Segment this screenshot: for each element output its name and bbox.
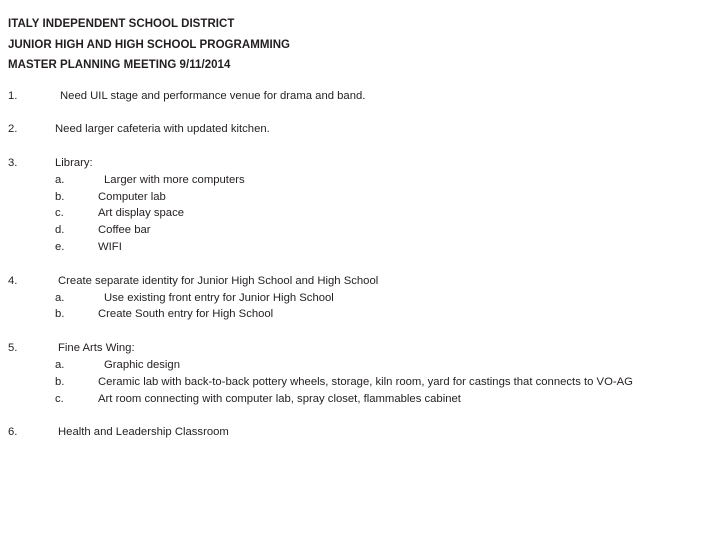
- sub-list-item: [8, 239, 710, 256]
- sub-list-item: [8, 222, 710, 239]
- sub-list-item: [8, 374, 710, 391]
- list-item: [8, 88, 710, 105]
- sub-list-item-text: Computer lab: [98, 190, 166, 203]
- list-item-text: Need larger cafeteria with updated kitchen.: [55, 123, 270, 136]
- header-line-district: ITALY INDEPENDENT SCHOOL DISTRICT: [8, 18, 235, 30]
- list-item: [8, 340, 710, 407]
- sub-list-item-text: WIFI: [98, 241, 122, 254]
- sub-list-item-marker: a.: [55, 359, 65, 372]
- sub-list-item-text: Ceramic lab with back-to-back pottery wheels, storage, kiln room, yard for castings that connects to VO-AG: [98, 375, 633, 388]
- list-item-marker: 3.: [8, 157, 18, 170]
- sub-list-item-text: Create South entry for High School: [98, 308, 274, 321]
- list-item-text: Need UIL stage and performance venue for drama and band.: [60, 89, 366, 102]
- list-item: [8, 273, 710, 323]
- sub-list-item-marker: e.: [55, 241, 65, 254]
- document-header: [8, 14, 710, 76]
- list-item-marker: 4.: [8, 274, 18, 287]
- list-item-row: [8, 121, 710, 138]
- sub-list-item: [8, 357, 710, 374]
- sub-list-item-marker: d.: [55, 224, 65, 237]
- sub-list-item: [8, 306, 710, 323]
- sub-list-item-marker: b.: [55, 308, 65, 321]
- list-item-text: Create separate identity for Junior High School and High School: [58, 274, 379, 287]
- list-item-text: Library:: [55, 157, 93, 170]
- sub-list-item: [8, 290, 710, 307]
- header-line-meeting: MASTER PLANNING MEETING 9/11/2014: [8, 59, 231, 71]
- list-item: [8, 121, 710, 138]
- list-item-text: Fine Arts Wing:: [58, 342, 135, 355]
- list-item-marker: 5.: [8, 342, 18, 355]
- sub-list-item: [8, 189, 710, 206]
- sub-list-item-text: Graphic design: [104, 359, 180, 372]
- list-item-marker: 2.: [8, 123, 18, 136]
- list-item-row: [8, 424, 710, 441]
- header-line-programming: JUNIOR HIGH AND HIGH SCHOOL PROGRAMMING: [8, 38, 291, 51]
- sub-list-item-marker: a.: [55, 173, 65, 186]
- sub-list-item-text: Coffee bar: [98, 224, 151, 237]
- sub-list-item-text: Art display space: [98, 207, 185, 220]
- list-item-marker: 6.: [8, 426, 18, 439]
- list-item-marker: 1.: [8, 89, 18, 102]
- list-item-text: Health and Leadership Classroom: [58, 426, 229, 439]
- sub-list-item-marker: b.: [55, 375, 65, 388]
- sub-list-item-marker: c.: [55, 207, 64, 220]
- sub-list-item-marker: c.: [55, 392, 64, 405]
- list-item-row: [8, 340, 710, 357]
- sub-list-item-marker: b.: [55, 190, 65, 203]
- list-item-row: [8, 155, 710, 172]
- list-item: [8, 155, 710, 256]
- list-item-row: [8, 273, 710, 290]
- sub-list-item-text: Art room connecting with computer lab, spray closet, flammables cabinet: [98, 392, 461, 405]
- sub-list-item-text: Larger with more computers: [104, 173, 245, 186]
- outline-list: [8, 88, 710, 442]
- sub-list-item-text: Use existing front entry for Junior High School: [104, 291, 334, 304]
- list-item: [8, 424, 710, 441]
- sub-list-item: [8, 205, 710, 222]
- sub-list-item: [8, 172, 710, 189]
- sub-list-item-marker: a.: [55, 291, 65, 304]
- sub-list-item: [8, 391, 710, 408]
- list-item-row: [8, 88, 710, 105]
